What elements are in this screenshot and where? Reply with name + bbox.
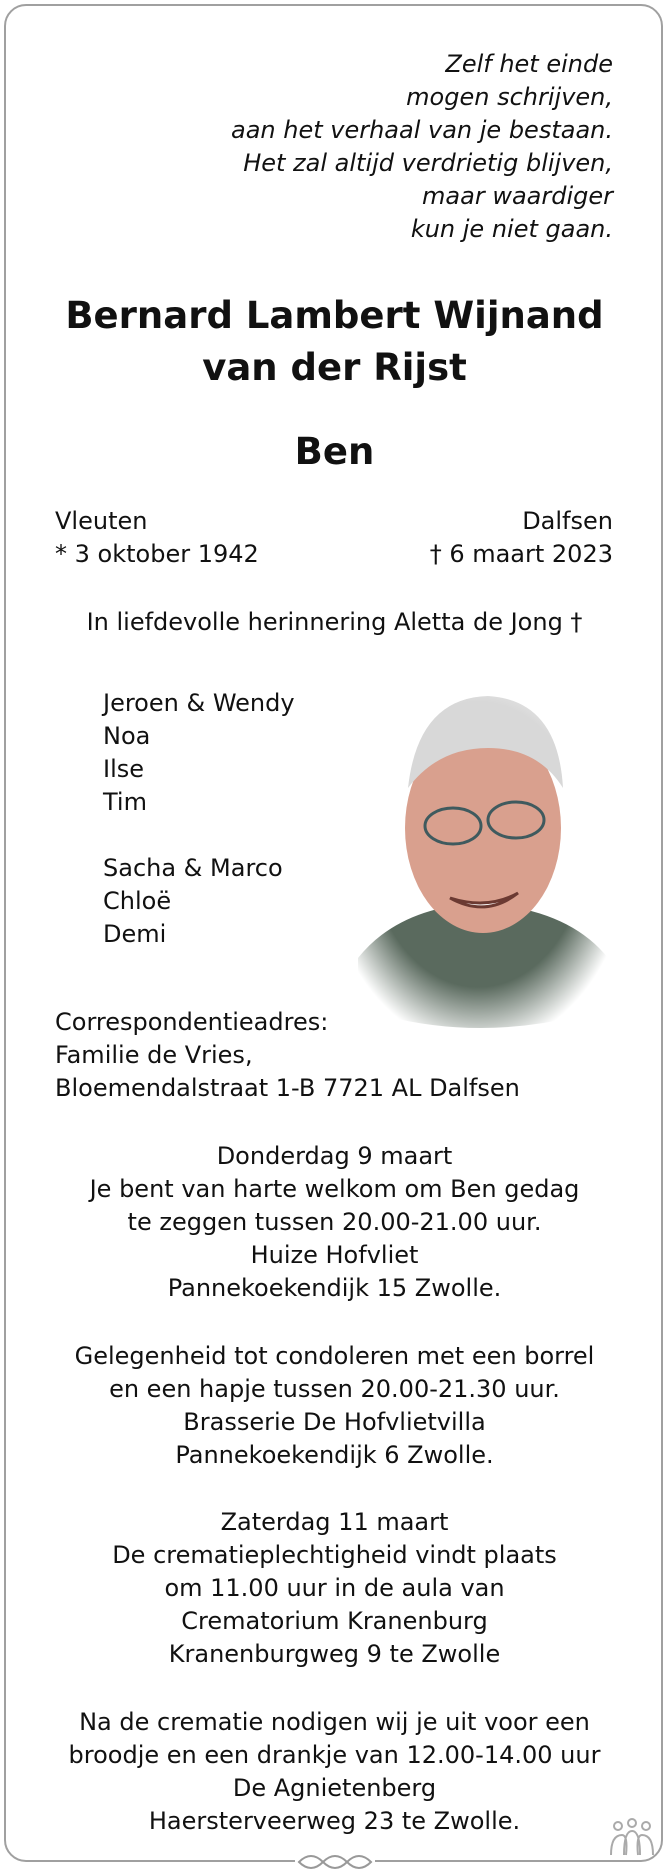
name-line: van der Rijst [202,346,467,389]
infinity-knot-icon [295,1850,375,1874]
info-line: Pannekoekendijk 15 Zwolle. [167,1274,502,1302]
address-line: Bloemendalstraat 1-B 7721 AL Dalfsen [55,1074,520,1102]
info-line: Donderdag 9 maart [216,1142,453,1170]
family-member: Demi [103,920,167,948]
family-member: Chloë [103,887,172,915]
info-line: Haersterveerweg 23 te Zwolle. [148,1807,521,1835]
family-member: Ilse [103,755,145,783]
address-line: Correspondentieadres: [55,1008,329,1036]
cremation-block [0,1506,669,1671]
memory-line: In liefdevolle herinnering Aletta de Jong † [86,608,583,636]
address-line: Familie de Vries, [55,1041,253,1069]
info-line: Huize Hofvliet [250,1241,419,1269]
poem-line: Zelf het einde [445,50,613,78]
deceased-name [0,290,669,394]
poem-line: Het zal altijd verdrietig blijven, [243,149,613,177]
poem-line: maar waardiger [422,182,613,210]
info-line: Pannekoekendijk 6 Zwolle. [175,1441,494,1469]
poem [231,48,613,246]
info-line: De crematieplechtigheid vindt plaats [112,1541,557,1569]
info-line: Zaterdag 11 maart [220,1508,449,1536]
info-line: Je bent van harte welkom om Ben gedag [89,1175,580,1203]
info-line: Crematorium Kranenburg [181,1607,488,1635]
poem-line: mogen schrijven, [406,83,613,111]
family-list [103,687,295,951]
info-line: Na de crematie nodigen wij je uit voor een [79,1708,590,1736]
info-line: om 11.00 uur in de aula van [164,1574,505,1602]
birth-date: * 3 oktober 1942 [55,540,259,568]
nickname: Ben [294,430,375,473]
correspondence-address [55,1006,520,1105]
portrait-photo [338,678,618,1048]
visitation-block [0,1140,669,1305]
info-line: De Agnietenberg [232,1774,437,1802]
poem-line: aan het verhaal van je bestaan. [230,116,613,144]
info-line: Gelegenheid tot condoleren met een borrel [74,1342,595,1370]
info-line: broodje en een drankje van 12.00-14.00 uur [68,1741,601,1769]
family-spacer [103,819,295,852]
reception-block [0,1706,669,1838]
death-place: Dalfsen [522,507,613,535]
info-line: en een hapje tussen 20.00-21.30 uur. [109,1375,560,1403]
family-member: Sacha & Marco [103,854,283,882]
name-line: Bernard Lambert Wijnand [65,294,604,337]
info-line: Kranenburgweg 9 te Zwolle [168,1640,501,1668]
condolence-block [0,1340,669,1472]
poem-line: kun je niet gaan. [410,215,613,243]
info-line: te zeggen tussen 20.00-21.00 uur. [127,1208,542,1236]
family-member: Noa [103,722,151,750]
death-date: † 6 maart 2023 [429,540,613,568]
family-people-icon [608,1817,656,1857]
family-member: Tim [103,788,147,816]
info-line: Brasserie De Hofvlietvilla [183,1408,486,1436]
birth-place: Vleuten [55,507,148,535]
family-member: Jeroen & Wendy [103,689,295,717]
